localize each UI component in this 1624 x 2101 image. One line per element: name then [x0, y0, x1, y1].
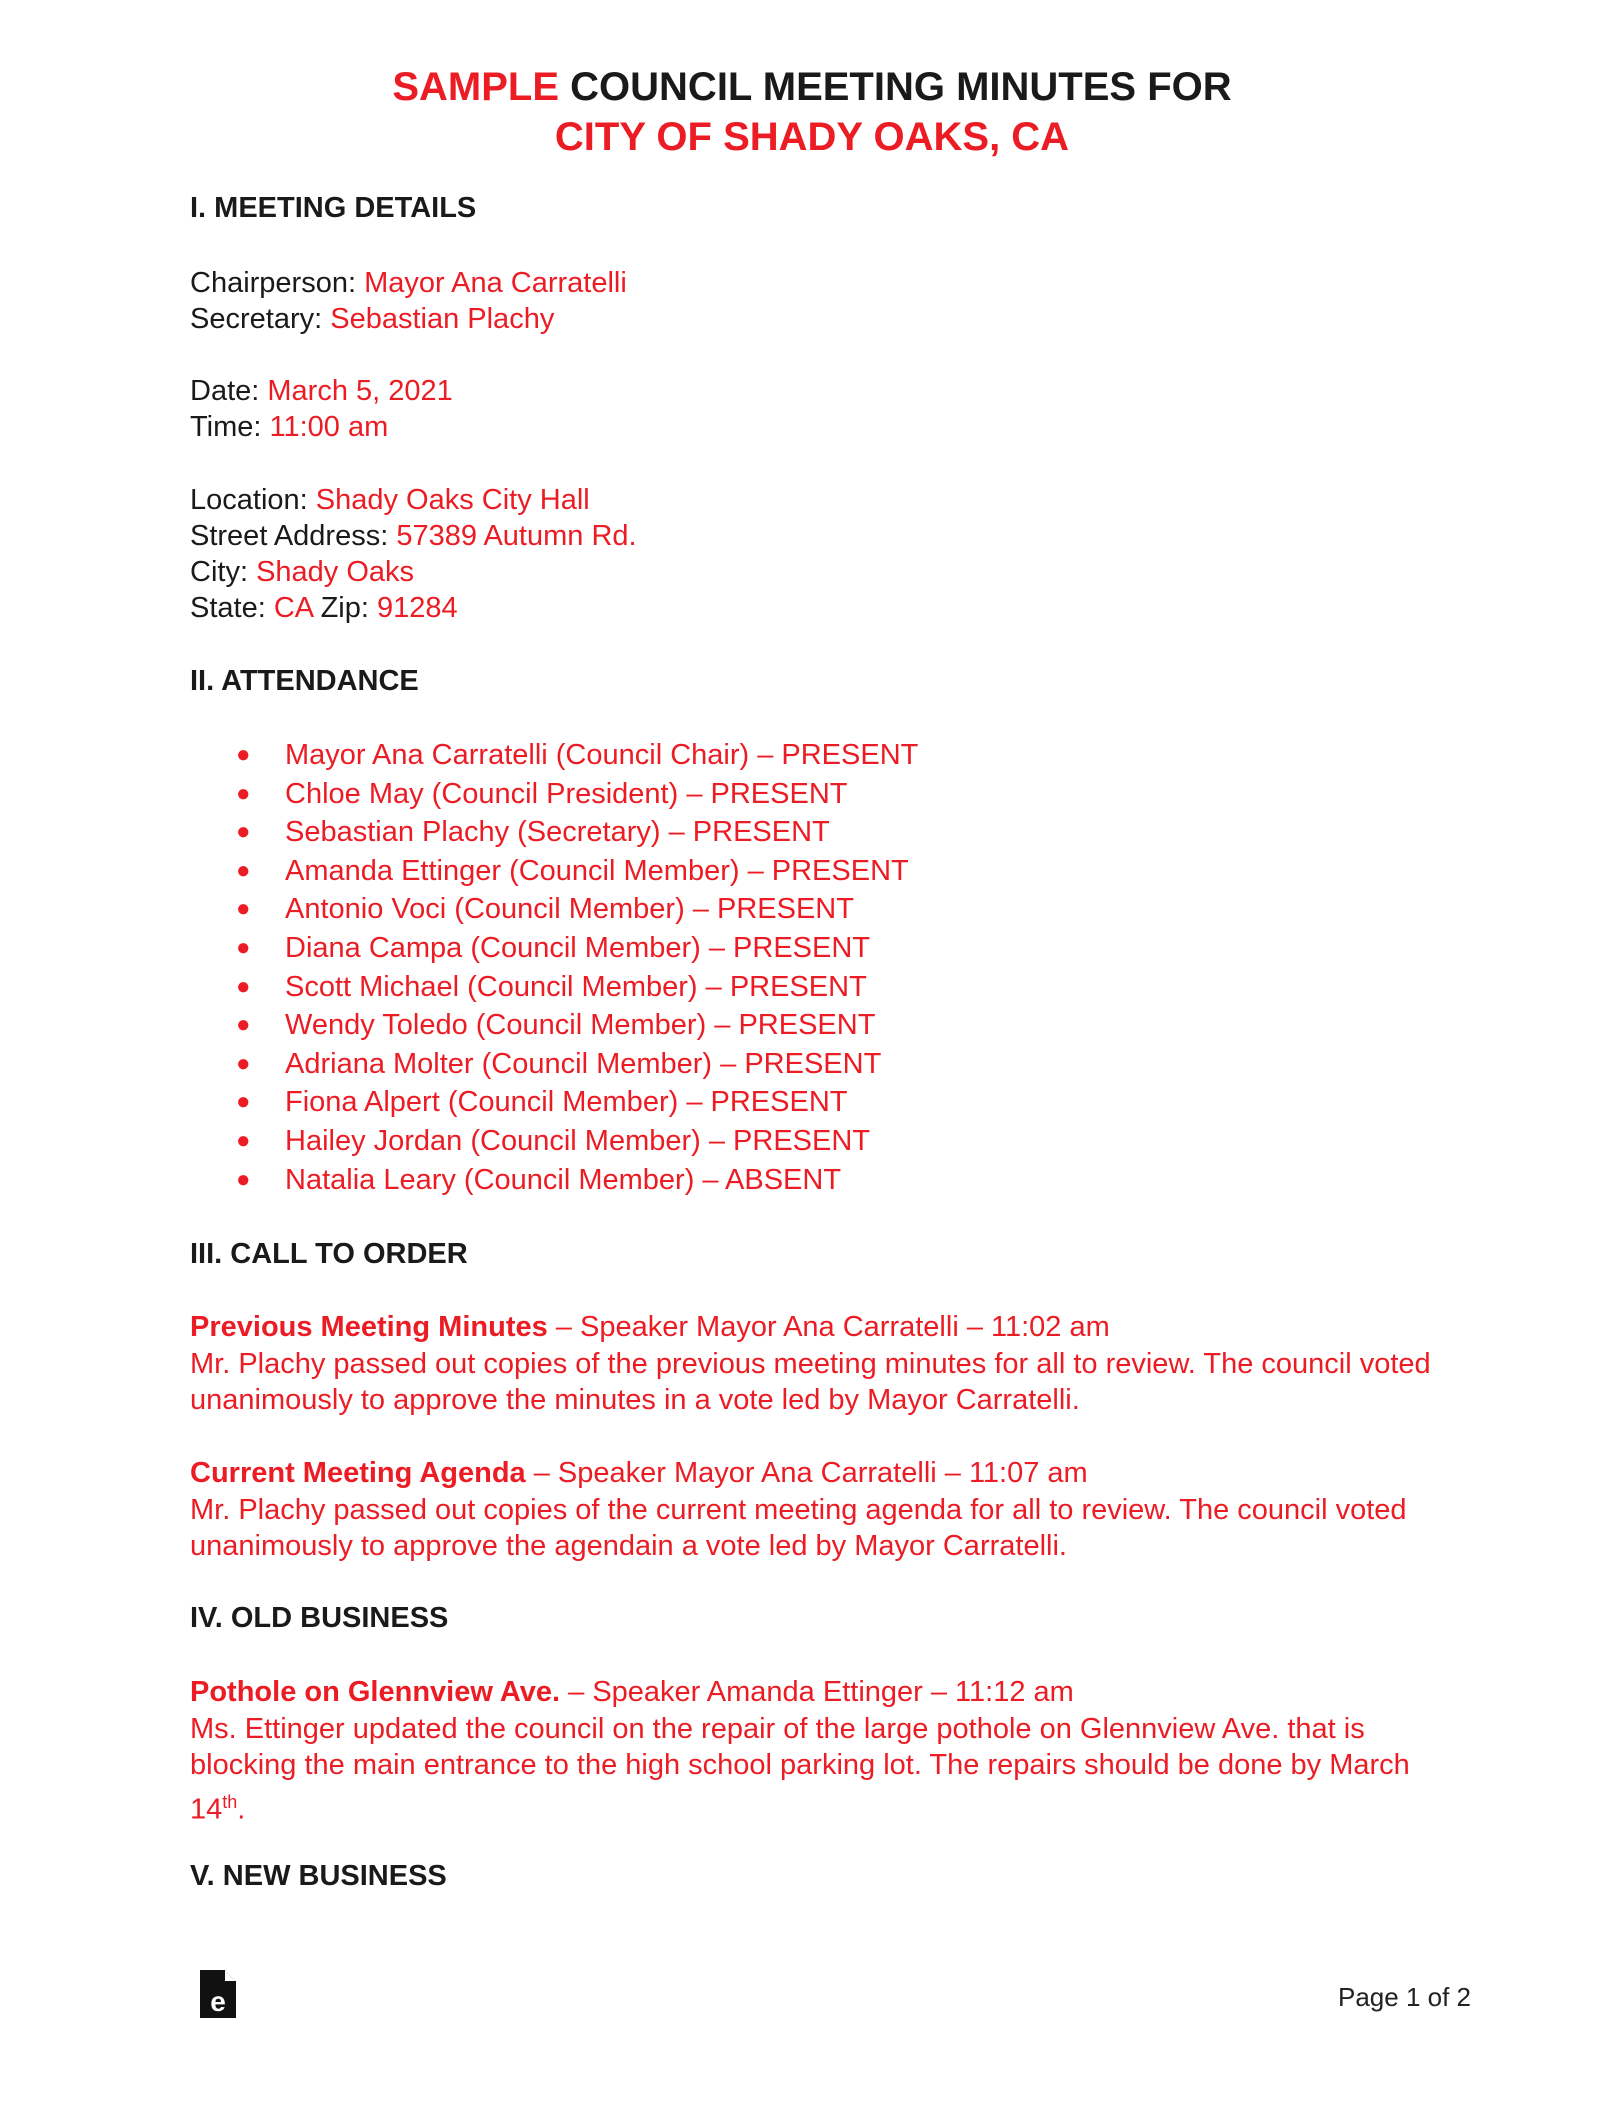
page-number: Page 1 of 2: [1338, 1982, 1471, 2012]
state-label: State:: [190, 592, 266, 624]
agenda-item-pothole: [190, 1674, 1450, 1828]
attendance-list: [190, 736, 918, 1199]
bullet-icon: ●: [236, 1011, 251, 1039]
document-e-logo-icon: [198, 1968, 238, 2020]
bullet-icon: ●: [236, 1165, 251, 1193]
heading-meeting-details: I. MEETING DETAILS: [190, 192, 477, 224]
heading-call-to-order: III. CALL TO ORDER: [190, 1238, 468, 1270]
chairperson-label: Chairperson:: [190, 267, 357, 299]
heading-attendance: II. ATTENDANCE: [190, 665, 419, 697]
heading-old-business: IV. OLD BUSINESS: [190, 1602, 449, 1634]
street-line: [190, 518, 637, 554]
heading-new-business: V. NEW BUSINESS: [190, 1860, 447, 1892]
list-item: ● Antonio Voci (Council Member) – PRESENT: [190, 890, 918, 929]
svg-text:e: e: [210, 1986, 226, 2017]
secretary-label: Secretary:: [190, 303, 323, 335]
list-item: ● Diana Campa (Council Member) – PRESENT: [190, 929, 918, 968]
time-line: [190, 409, 388, 445]
city-label: City:: [190, 556, 248, 588]
agenda-item-body-end: .: [237, 1793, 246, 1826]
date-line: [190, 373, 453, 409]
title-sample-word: SAMPLE: [392, 65, 560, 109]
location-label: Location:: [190, 484, 308, 516]
bullet-icon: ●: [236, 779, 251, 807]
bullet-icon: ●: [236, 818, 251, 846]
zip-label: Zip:: [320, 592, 369, 624]
agenda-item-body: Mr. Plachy passed out copies of the current meeting agenda for all to review. The council voted unanimously to approve the agendain a vote led by Mayor Carratelli.: [190, 1493, 1407, 1562]
document-title-line1: [0, 62, 1624, 112]
list-item: ● Sebastian Plachy (Secretary) – PRESENT: [190, 813, 918, 852]
list-item: ● Natalia Leary (Council Member) – ABSENT: [190, 1161, 918, 1200]
title-main-text: COUNCIL MEETING MINUTES FOR: [570, 65, 1232, 109]
agenda-item-body: Ms. Ettinger updated the council on the repair of the large pothole on Glennview Ave. that is blocking the main entrance to the high school parking lot. The repairs should be done by March 14: [190, 1712, 1410, 1826]
street-value: 57389 Autumn Rd.: [396, 520, 637, 552]
state-value: CA: [273, 592, 313, 624]
list-item: ● Amanda Ettinger (Council Member) – PRESENT: [190, 852, 918, 891]
list-item: ● Wendy Toledo (Council Member) – PRESENT: [190, 1006, 918, 1045]
city-value: Shady Oaks: [256, 556, 415, 588]
date-value: March 5, 2021: [267, 375, 453, 407]
secretary-value: Sebastian Plachy: [330, 303, 555, 335]
location-line: [190, 482, 590, 518]
agenda-item-previous-minutes: [190, 1309, 1450, 1419]
agenda-item-title: Previous Meeting Minutes: [190, 1311, 548, 1343]
document-title-line2: CITY OF SHADY OAKS, CA: [554, 115, 1070, 159]
agenda-item-body: Mr. Plachy passed out copies of the previous meeting minutes for all to review. The council voted unanimously to approve the minutes in a vote led by Mayor Carratelli.: [190, 1347, 1431, 1416]
city-line: [190, 554, 414, 590]
chairperson-line: [190, 265, 627, 301]
bullet-icon: ●: [236, 972, 251, 1000]
time-value: 11:00 am: [269, 411, 389, 443]
bullet-icon: ●: [236, 895, 251, 923]
ordinal-suffix: th: [222, 1791, 238, 1812]
secretary-line: [190, 301, 554, 337]
list-item: ● Mayor Ana Carratelli (Council Chair) – PRESENT: [190, 736, 918, 775]
bullet-icon: ●: [236, 933, 251, 961]
agenda-item-title: Current Meeting Agenda: [190, 1457, 526, 1489]
location-value: Shady Oaks City Hall: [315, 484, 590, 516]
bullet-icon: ●: [236, 1049, 251, 1077]
date-label: Date:: [190, 375, 260, 407]
agenda-item-meta: – Speaker Mayor Ana Carratelli – 11:07 am: [525, 1457, 1088, 1489]
zip-value: 91284: [377, 592, 458, 624]
bullet-icon: ●: [236, 1126, 251, 1154]
list-item: ● Hailey Jordan (Council Member) – PRESENT: [190, 1122, 918, 1161]
list-item: ● Fiona Alpert (Council Member) – PRESENT: [190, 1083, 918, 1122]
agenda-item-meta: – Speaker Mayor Ana Carratelli – 11:02 am: [547, 1311, 1110, 1343]
bullet-icon: ●: [236, 1088, 251, 1116]
list-item: ● Chloe May (Council President) – PRESENT: [190, 775, 918, 814]
bullet-icon: ●: [236, 856, 251, 884]
agenda-item-title: Pothole on Glennview Ave.: [190, 1676, 561, 1708]
time-label: Time:: [190, 411, 262, 443]
bullet-icon: ●: [236, 741, 251, 768]
street-label: Street Address:: [190, 520, 389, 552]
chairperson-value: Mayor Ana Carratelli: [364, 267, 627, 299]
agenda-item-current-agenda: [190, 1455, 1450, 1565]
state-zip-line: [190, 590, 458, 626]
agenda-item-meta: – Speaker Amanda Ettinger – 11:12 am: [560, 1676, 1074, 1708]
list-item: ● Scott Michael (Council Member) – PRESENT: [190, 968, 918, 1007]
list-item: ● Adriana Molter (Council Member) – PRESENT: [190, 1045, 918, 1084]
